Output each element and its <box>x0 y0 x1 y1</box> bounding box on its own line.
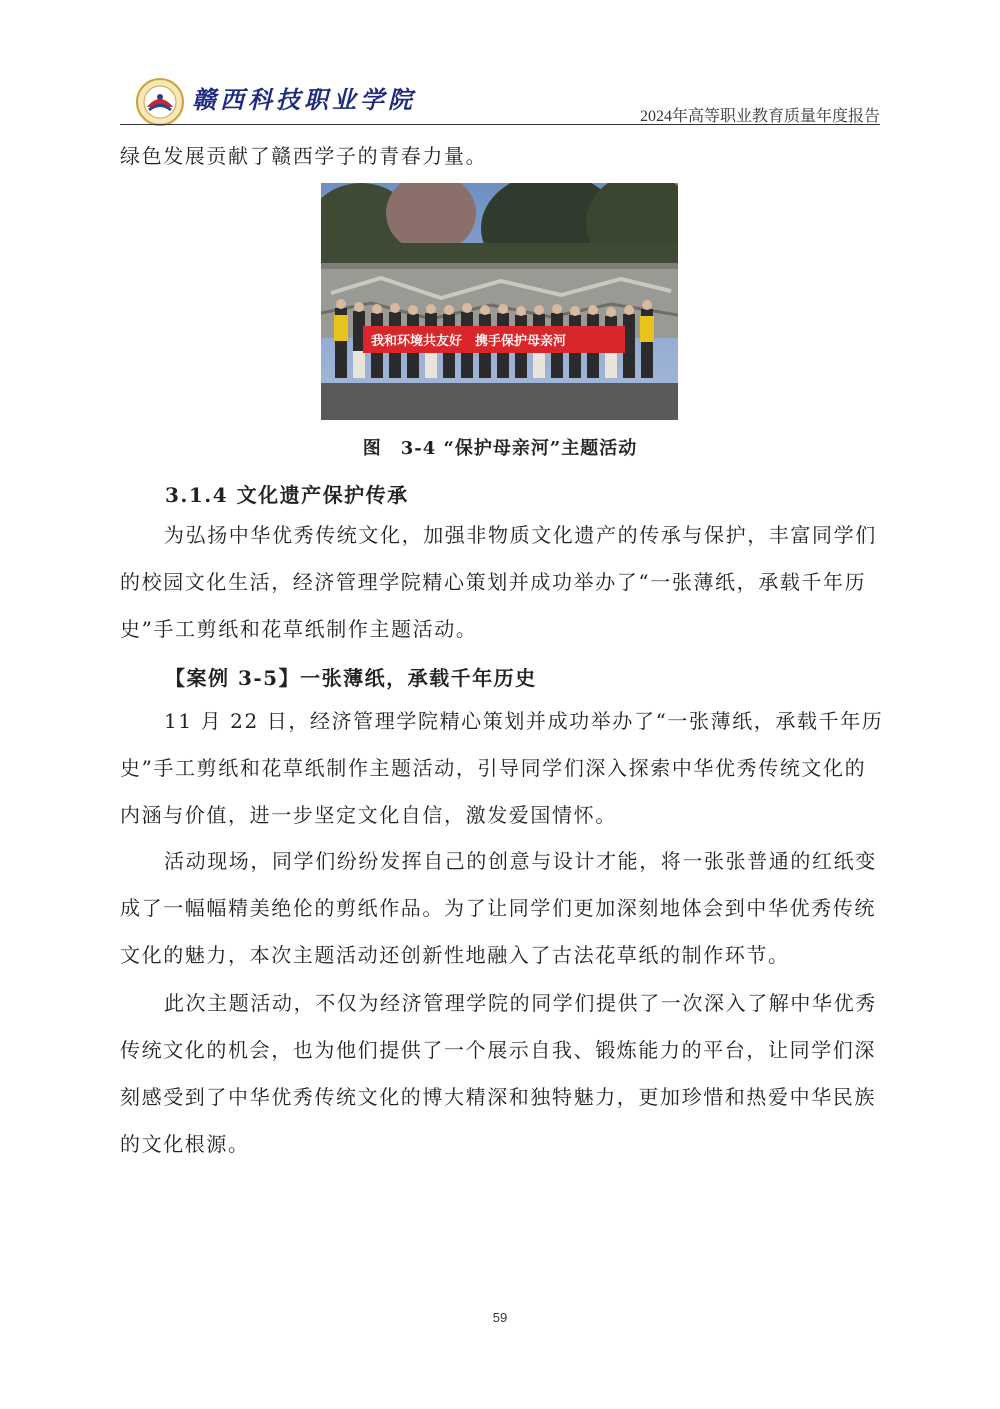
case-paragraph-3 <box>120 980 882 1168</box>
text-line: 刻感受到了中华优秀传统文化的博大精深和独特魅力，更加珍惜和热爱中华民族 <box>120 1085 876 1109</box>
text-line: 内涵与价值，进一步坚定文化自信，激发爱国情怀。 <box>120 803 617 827</box>
banner-text: 我和环境共友好 携手保护母亲河 <box>371 334 567 349</box>
figure-caption: 图 3-4 “保护母亲河”主题活动 <box>362 438 638 459</box>
text-line: 绿色发展贡献了赣西学子的青春力量。 <box>120 144 488 168</box>
text-line: 活动现场，同学们纷纷发挥自己的创意与设计才能，将一张张普通的红纸变 <box>164 849 877 873</box>
page-number: 59 <box>492 1310 508 1325</box>
report-title: 2024年高等职业教育质量年度报告 <box>639 108 880 125</box>
text-line: 为弘扬中华优秀传统文化，加强非物质文化遗产的传承与保护，丰富同学们 <box>164 523 877 547</box>
case-title: 【案例 3-5】一张薄纸，承载千年历史 <box>165 666 537 690</box>
section-heading: 3.1.4 文化遗产保护传承 <box>165 483 409 507</box>
text-line: 的校园文化生活，经济管理学院精心策划并成功举办了“一张薄纸，承载千年历 <box>120 570 867 594</box>
activity-photo <box>321 183 678 420</box>
text-line: 的文化根源。 <box>120 1132 250 1156</box>
case-paragraph-1 <box>120 698 882 839</box>
school-emblem-icon <box>135 77 185 127</box>
section-paragraph <box>120 512 882 653</box>
text-line: 史”手工剪纸和花草纸制作主题活动，引导同学们深入探索中华优秀传统文化的 <box>120 756 867 780</box>
text-line: 成了一幅幅精美绝伦的剪纸作品。为了让同学们更加深刻地体会到中华优秀传统 <box>120 896 876 920</box>
intro-line <box>120 133 882 180</box>
text-line: 文化的魅力，本次主题活动还创新性地融入了古法花草纸的制作环节。 <box>120 943 790 967</box>
text-line: 此次主题活动，不仅为经济管理学院的同学们提供了一次深入了解中华优秀 <box>164 991 877 1015</box>
case-paragraph-2 <box>120 838 882 979</box>
text-line: 史”手工剪纸和花草纸制作主题活动。 <box>120 617 478 641</box>
text-line: 传统文化的机会，也为他们提供了一个展示自我、锻炼能力的平台，让同学们深 <box>120 1038 876 1062</box>
header-divider <box>120 124 880 125</box>
school-name: 赣西科技职业学院 <box>192 85 416 114</box>
text-line: 11 月 22 日，经济管理学院精心策划并成功举办了“一张薄纸，承载千年历 <box>164 709 884 733</box>
